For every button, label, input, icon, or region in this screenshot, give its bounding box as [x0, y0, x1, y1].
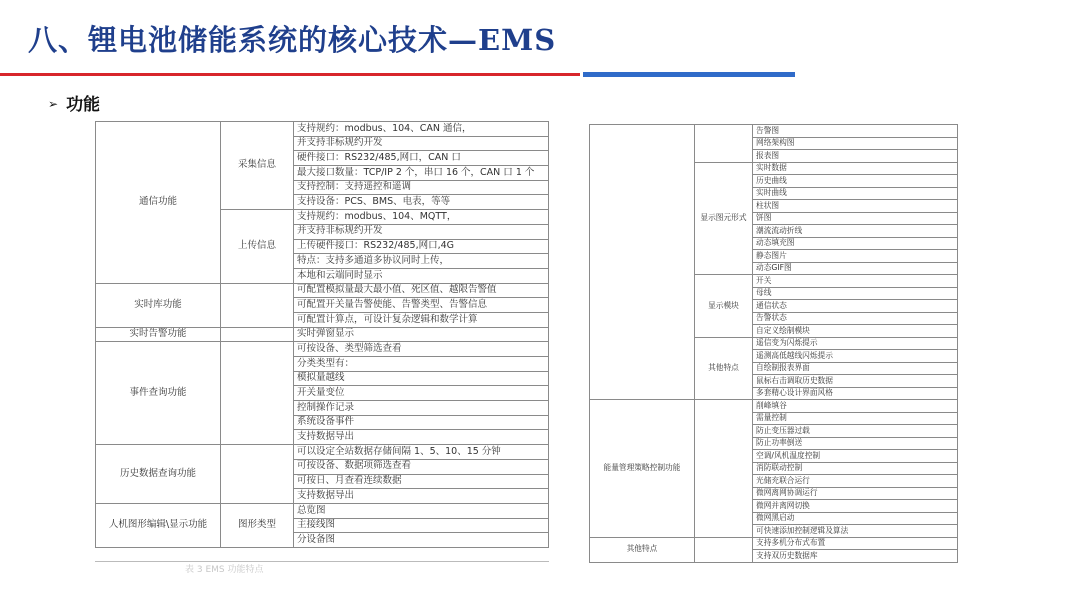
category-cell: 历史数据查询功能 [96, 445, 221, 504]
feature-cell: 实时数据 [753, 162, 958, 175]
feature-cell: 可按设备、数据项筛选查看 [294, 459, 549, 474]
subcategory-cell [221, 445, 294, 504]
title-underline-red [0, 73, 580, 76]
category-cell: 实时库功能 [96, 283, 221, 327]
feature-cell: 特点：支持多通道多协议同时上传， [294, 254, 549, 269]
subcategory-cell [221, 327, 294, 342]
feature-cell: 支持数据导出 [294, 489, 549, 504]
category-cell: 实时告警功能 [96, 327, 221, 342]
feature-cell: 控制操作记录 [294, 401, 549, 416]
section-label: 功能 [66, 95, 101, 115]
subcategory-cell: 显示模块 [695, 275, 753, 338]
table-row [590, 125, 958, 138]
ems-function-table-right [589, 124, 958, 563]
feature-cell: 防止变压器过载 [753, 425, 958, 438]
feature-cell: 本地和云端同时显示 [294, 268, 549, 283]
feature-cell: 柱状图 [753, 200, 958, 213]
feature-cell: 支持数据导出 [294, 430, 549, 445]
category-cell [590, 125, 695, 400]
category-cell: 能量管理策略控制功能 [590, 400, 695, 538]
feature-cell: 可配置开关量告警使能、告警类型、告警信息 [294, 298, 549, 313]
feature-cell: 饼图 [753, 212, 958, 225]
feature-cell: 微网黑启动 [753, 512, 958, 525]
feature-cell: 防止功率倒送 [753, 437, 958, 450]
feature-cell: 可快速添加控制逻辑及算法 [753, 525, 958, 538]
feature-cell: 可按设备、类型筛选查看 [294, 342, 549, 357]
feature-cell: 母线 [753, 287, 958, 300]
subcategory-cell: 图形类型 [221, 503, 294, 547]
feature-cell: 上传硬件接口：RS232/485,网口,4G [294, 239, 549, 254]
feature-cell: 开关 [753, 275, 958, 288]
feature-cell: 告警图 [753, 125, 958, 138]
feature-cell: 总览图 [294, 503, 549, 518]
subcategory-cell [695, 537, 753, 562]
category-cell: 通信功能 [96, 122, 221, 284]
feature-cell: 可配置计算点，可设计复杂逻辑和数学计算 [294, 312, 549, 327]
feature-cell: 支持控制：支持遥控和遥调 [294, 180, 549, 195]
feature-cell: 可以设定全站数据存储间隔 1、5、10、15 分钟 [294, 445, 549, 460]
feature-cell: 微网并离网切换 [753, 500, 958, 513]
feature-cell: 实时弹窗显示 [294, 327, 549, 342]
table-bottom-shadow [95, 561, 549, 562]
subcategory-cell [695, 400, 753, 538]
feature-cell: 分设备图 [294, 533, 549, 548]
feature-cell: 系统设备事件 [294, 415, 549, 430]
ems-function-table-left [95, 121, 549, 548]
feature-cell: 实时曲线 [753, 187, 958, 200]
subcategory-cell: 上传信息 [221, 210, 294, 283]
feature-cell: 削峰填谷 [753, 400, 958, 413]
feature-cell: 历史曲线 [753, 175, 958, 188]
table-row [96, 503, 549, 518]
feature-cell: 自定义绘制模块 [753, 325, 958, 338]
table-row [590, 400, 958, 413]
category-cell: 其他特点 [590, 537, 695, 562]
table-row [96, 122, 549, 137]
category-cell: 事件查询功能 [96, 342, 221, 445]
feature-cell: 光储充联合运行 [753, 475, 958, 488]
table-caption: 表 3 EMS 功能特点 [185, 565, 264, 575]
table-row [96, 445, 549, 460]
subcategory-cell: 采集信息 [221, 122, 294, 210]
table-row [96, 283, 549, 298]
feature-cell: 最大接口数量：TCP/IP 2 个，串口 16 个，CAN 口 1 个 [294, 166, 549, 181]
feature-cell: 网络架构图 [753, 137, 958, 150]
table-row [96, 342, 549, 357]
feature-cell: 支持双历史数据库 [753, 550, 958, 563]
subcategory-cell [221, 283, 294, 327]
feature-cell: 可按日、月查看连续数据 [294, 474, 549, 489]
category-cell: 人机图形编辑\显示功能 [96, 503, 221, 547]
feature-cell: 模拟量越线 [294, 371, 549, 386]
feature-cell: 主接线图 [294, 518, 549, 533]
feature-cell: 支持规约：modbus、104、CAN 通信， [294, 122, 549, 137]
feature-cell: 动态GIF图 [753, 262, 958, 275]
feature-cell: 支持规约：modbus、104、MQTT， [294, 210, 549, 225]
feature-cell: 并支持非标规约开发 [294, 224, 549, 239]
slide-title [28, 18, 556, 59]
title-dash: — [448, 23, 479, 57]
feature-cell: 遥信变为闪烁提示 [753, 337, 958, 350]
feature-cell: 告警状态 [753, 312, 958, 325]
arrow-bullet-icon: ➢ [48, 97, 59, 111]
feature-cell: 通信状态 [753, 300, 958, 313]
title-cn: 八、锂电池储能系统的核心技术 [28, 23, 449, 57]
subcategory-cell: 显示图元形式 [695, 162, 753, 275]
feature-cell: 静态图片 [753, 250, 958, 263]
table-row [590, 537, 958, 550]
feature-cell: 鼠标右击调取历史数据 [753, 375, 958, 388]
title-underline-blue [583, 72, 795, 77]
feature-cell: 分类类型有： [294, 357, 549, 372]
feature-cell: 多套精心设计界面风格 [753, 387, 958, 400]
feature-cell: 遥测高低越线闪烁提示 [753, 350, 958, 363]
feature-cell: 支持多机分布式布置 [753, 537, 958, 550]
feature-cell: 并支持非标规约开发 [294, 136, 549, 151]
feature-cell: 需量控制 [753, 412, 958, 425]
feature-cell: 开关量变位 [294, 386, 549, 401]
subcategory-cell [221, 342, 294, 445]
subcategory-cell: 其他特点 [695, 337, 753, 400]
section-bullet [48, 90, 100, 115]
feature-cell: 硬件接口：RS232/485,网口，CAN 口 [294, 151, 549, 166]
feature-cell: 消防联动控制 [753, 462, 958, 475]
feature-cell: 空调/风机温度控制 [753, 450, 958, 463]
feature-cell: 自绘制报表界面 [753, 362, 958, 375]
title-ems: EMS [478, 23, 557, 57]
feature-cell: 潮流流动折线 [753, 225, 958, 238]
feature-cell: 动态填充图 [753, 237, 958, 250]
feature-cell: 可配置模拟量最大最小值、死区值、越限告警值 [294, 283, 549, 298]
feature-cell: 报表图 [753, 150, 958, 163]
feature-cell: 支持设备：PCS、BMS、电表，等等 [294, 195, 549, 210]
table-row [96, 327, 549, 342]
subcategory-cell [695, 125, 753, 163]
feature-cell: 微网离网协调运行 [753, 487, 958, 500]
